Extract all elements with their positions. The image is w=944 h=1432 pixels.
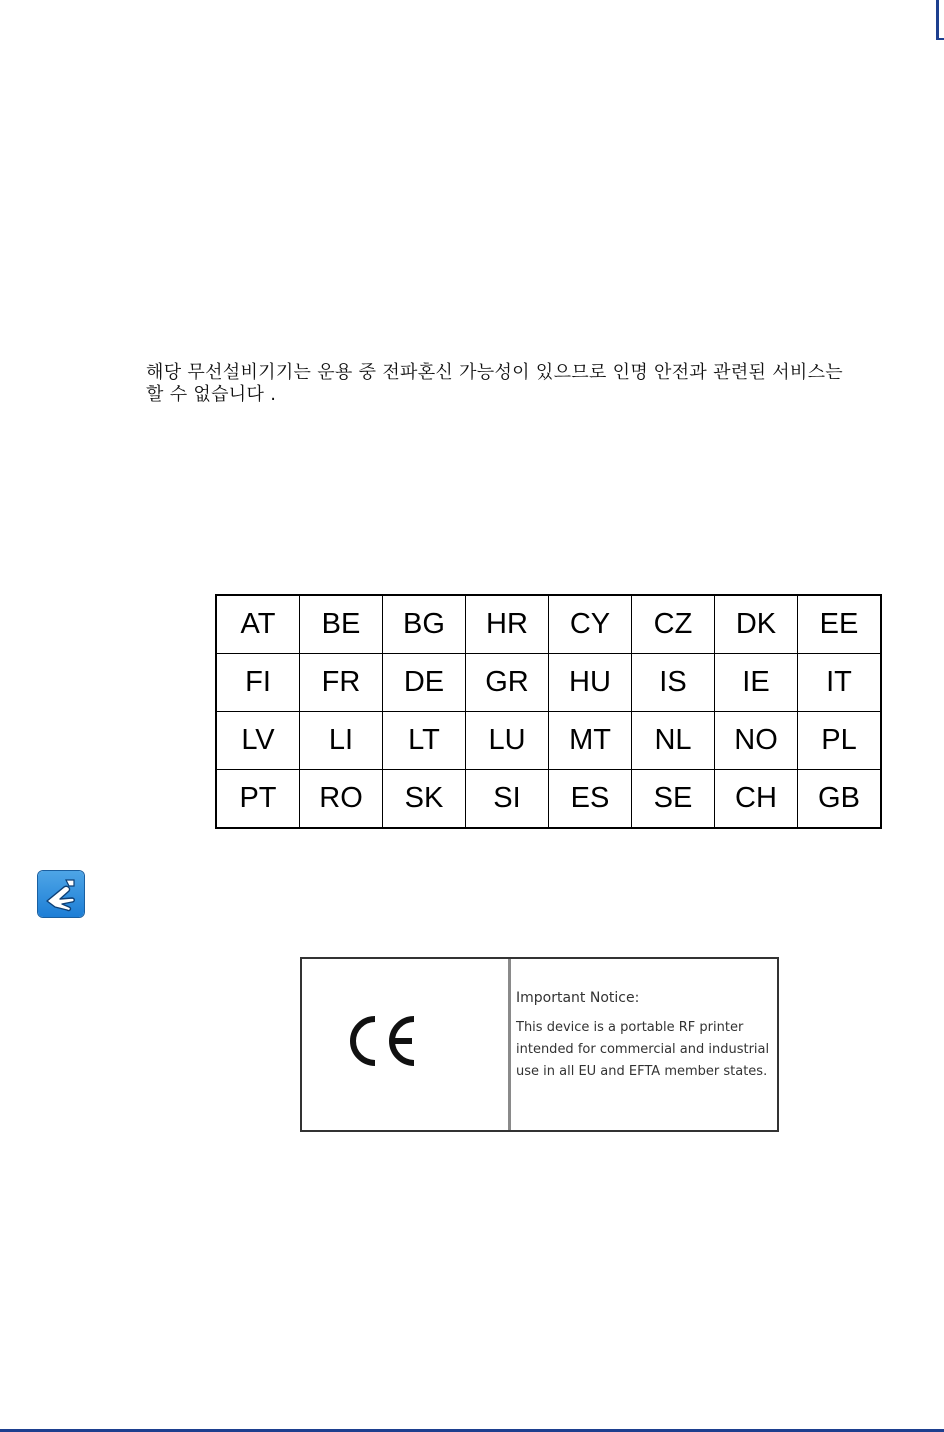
korean-notice-line-2: 할 수 없습니다 . xyxy=(146,384,277,405)
country-cell: LU xyxy=(466,712,549,770)
country-cell: LV xyxy=(216,712,300,770)
country-cell: IE xyxy=(715,654,798,712)
country-cell: LT xyxy=(383,712,466,770)
note-hand-icon-graphic xyxy=(38,871,84,917)
ce-notice-text xyxy=(516,987,776,1083)
country-cell: NO xyxy=(715,712,798,770)
country-cell: GB xyxy=(798,770,882,829)
country-cell: RO xyxy=(300,770,383,829)
country-cell: SI xyxy=(466,770,549,829)
country-cell: SK xyxy=(383,770,466,829)
country-cell: CY xyxy=(549,595,632,654)
country-cell: GR xyxy=(466,654,549,712)
country-cell: ES xyxy=(549,770,632,829)
country-cell: IS xyxy=(632,654,715,712)
country-cell: DK xyxy=(715,595,798,654)
country-cell: NL xyxy=(632,712,715,770)
country-cell: CH xyxy=(715,770,798,829)
ce-notice-line: intended for commercial and industrial xyxy=(516,1042,770,1057)
ce-label-divider xyxy=(508,959,511,1130)
country-cell: PT xyxy=(216,770,300,829)
country-cell: IT xyxy=(798,654,882,712)
ce-notice-heading: Important Notice: xyxy=(516,990,640,1006)
country-cell: EE xyxy=(798,595,882,654)
country-cell: FI xyxy=(216,654,300,712)
country-cell: PL xyxy=(798,712,882,770)
country-cell: MT xyxy=(549,712,632,770)
country-cell: HR xyxy=(466,595,549,654)
table-row xyxy=(216,595,881,654)
country-cell: DE xyxy=(383,654,466,712)
table-row xyxy=(216,770,881,829)
country-cell: SE xyxy=(632,770,715,829)
ce-mark-icon xyxy=(342,1011,422,1071)
country-cell: LI xyxy=(300,712,383,770)
ce-notice-line: This device is a portable RF printer xyxy=(516,1020,744,1035)
country-cell: HU xyxy=(549,654,632,712)
country-cell: FR xyxy=(300,654,383,712)
note-hand-icon xyxy=(38,871,84,917)
country-cell: CZ xyxy=(632,595,715,654)
country-code-table xyxy=(215,594,882,829)
ce-notice-line: use in all EU and EFTA member states. xyxy=(516,1064,768,1079)
country-cell: BE xyxy=(300,595,383,654)
korean-notice xyxy=(146,362,926,406)
korean-notice-line-1: 해당 무선설비기기는 운용 중 전파혼신 가능성이 있으므로 인명 안전과 관련된 서비스는 xyxy=(146,362,843,383)
country-cell: BG xyxy=(383,595,466,654)
table-row xyxy=(216,712,881,770)
table-row xyxy=(216,654,881,712)
ce-notice-label xyxy=(300,957,779,1132)
country-cell: AT xyxy=(216,595,300,654)
page-tab-marker xyxy=(936,0,944,40)
